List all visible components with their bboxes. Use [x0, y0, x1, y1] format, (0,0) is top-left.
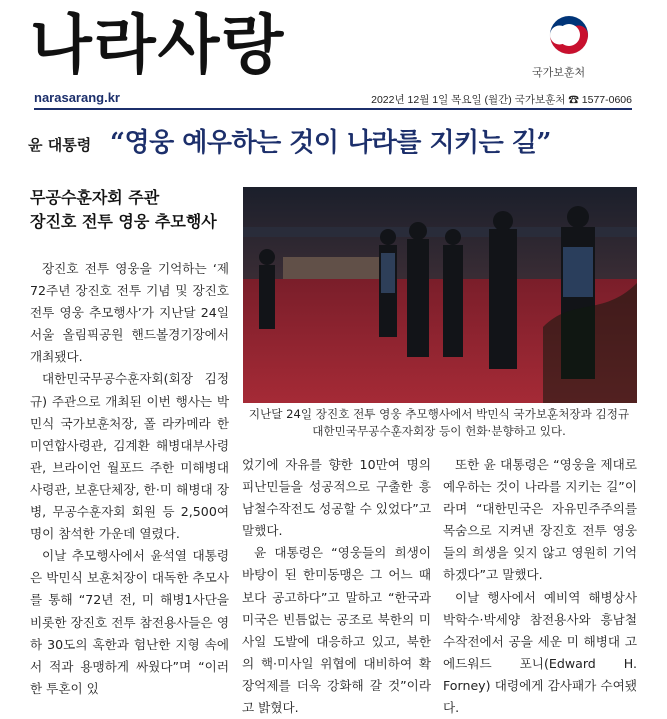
headline-kicker: 윤 대통령: [28, 136, 92, 154]
site-url[interactable]: narasarang.kr: [34, 90, 120, 105]
brand-logo: 나라사랑: [30, 9, 286, 83]
article-column-2: [242, 454, 431, 719]
paragraph: 었기에 자유를 향한 10만여 명의 피난민들을 성공적으로 구출한 흥남철수작전도 성공할 수 있었다”고 말했다.: [242, 457, 431, 539]
article-subhead: [30, 186, 230, 234]
paragraph: 이날 추모행사에서 윤석열 대통령은 박민식 보훈처장이 대독한 추모사를 통해 “72년 전, 미 해병1사단을 비롯한 장진호 전투 참전용사들은 영하 30도의 혹한과 험난한 지형 속에서 적과 용맹하게 싸웠다”며 “이러한 투혼이 있: [30, 548, 229, 696]
headline-row: [28, 120, 638, 164]
paragraph: 윤 대통령은 “영웅들의 희생이 바탕이 된 한미동맹은 그 어느 때보다 공고하다”고 말하고 “한국과 미국은 빈틈없는 공조로 북한의 미사일 도발에 대응하고 있고, 북한의 핵·미사일 위협에 대비하여 확장억제를 더욱 강화해 갈 것”이라고 밝혔다.: [242, 545, 431, 716]
agency-name: 국가보훈처: [532, 66, 586, 79]
headline-title: “영웅 예우하는 것이 나라를 지키는 길”: [110, 128, 551, 158]
paragraph: 또한 윤 대통령은 “영웅을 제대로 예우하는 것이 나라를 지키는 길”이라며 “대한민국은 자유민주주의를 목숨으로 지켜낸 장진호 전투 영웅들의 희생을 잊지 않고 영원히 기억하겠다”고 말했다.: [443, 457, 637, 583]
issue-info: 2022년 12월 1일 목요일 (월간) 국가보훈처 ☎ 1577-0606: [371, 94, 632, 106]
paragraph: 이날 행사에서 예비역 해병상사 박학수·박세양 참전용사와 흥남철수작전에서 공을 세운 미 해병대 고 에드워드 포니(Edward H. Forney) 대령에게 감사패가 수여됐다.: [443, 589, 637, 716]
info-bar: [34, 92, 632, 110]
paragraph: 대한민국무공수훈자회(회장 김정규) 주관으로 개최된 이번 행사는 박민식 국가보훈처장, 폴 라카메라 한미연합사령관, 김계환 해병대부사령관, 브라이언 월포드 주한 미해병대사령관, 보훈단체장, 한·미 해병대 장병, 무공수훈자회 회원 등 2,500여 명이 참석한 가운데 열렸다.: [30, 371, 229, 542]
article-column-3: [443, 454, 637, 719]
masthead: [0, 0, 667, 120]
photo-caption: [240, 406, 638, 440]
taegeuk-emblem-icon: [548, 14, 590, 56]
event-photo: [243, 187, 637, 403]
caption-line: 지난달 24일 장진호 전투 영웅 추모행사에서 박민식 국가보훈처장과 김정규: [248, 407, 630, 421]
caption-line: 대한민국무공수훈자회장 등이 헌화·분향하고 있다.: [312, 424, 566, 438]
event-photo-illustration: [243, 187, 637, 403]
subhead-line: 장진호 전투 영웅 추모행사: [30, 212, 217, 231]
article-column-1: [30, 258, 229, 700]
subhead-line: 무공수훈자회 주관: [30, 188, 160, 207]
paragraph: 장진호 전투 영웅을 기억하는 ‘제72주년 장진호 전투 기념 및 장진호 전투 영웅 추모행사’가 지난달 24일 서울 올림픽공원 핸드볼경기장에서 개최됐다.: [30, 261, 229, 365]
